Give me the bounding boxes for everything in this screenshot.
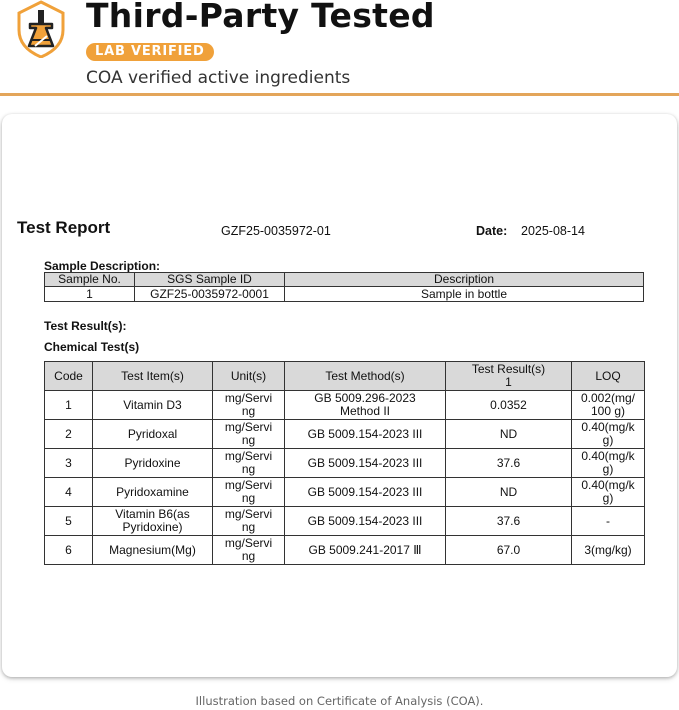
coa-document-card [2,114,677,677]
table-cell-text: mg/Serving [224,479,273,505]
column-header: Test Method(s) [285,362,446,391]
table-cell-text: 0.0352 [490,398,527,412]
chemical-test-table [44,361,645,565]
table-cell-text: 0.40(mg/kg) [581,479,635,505]
table-cell: Sample in bottle [285,287,644,302]
table-cell [45,536,93,565]
table-cell [285,391,446,420]
table-cell-text: mg/Serving [224,392,273,418]
table-cell-text: 0.002(mg/100 g) [580,392,636,418]
table-cell [572,420,645,449]
table-cell-text: Pyridoxamine [116,485,189,499]
table-cell [446,449,572,478]
table-cell-text: Magnesium(Mg) [109,543,196,557]
table-cell [45,449,93,478]
table-cell [93,536,213,565]
table-cell-text: Pyridoxine [124,456,181,470]
table-row [45,478,645,507]
table-cell [213,420,285,449]
report-date-label: Date: [476,224,508,238]
table-cell [45,391,93,420]
table-row [45,536,645,565]
sample-table [44,272,644,302]
table-cell-text: GB 5009.154-2023 III [307,427,423,441]
table-cell-text: 67.0 [496,543,521,557]
table-cell-text: ND [499,427,518,441]
table-row [45,507,645,536]
sample-description-label: Sample Description: [44,259,161,273]
table-cell [572,536,645,565]
table-cell-text: - [606,514,610,528]
table-cell [213,449,285,478]
table-cell-text: Vitamin D3 [123,398,182,412]
table-cell-text: ND [499,485,518,499]
table-cell-text: mg/Serving [224,537,273,563]
chem-table-header [45,362,645,391]
table-cell [213,391,285,420]
table-cell [446,391,572,420]
header-divider [0,93,679,96]
table-cell [45,478,93,507]
table-cell [45,507,93,536]
table-cell [93,478,213,507]
column-header: LOQ [572,362,645,391]
sample-table-header [45,273,644,287]
table-cell-text: 37.6 [496,456,521,470]
table-cell [93,507,213,536]
chemical-test-label: Chemical Test(s) [44,340,140,354]
table-row [45,391,645,420]
table-cell-text: 1 [65,398,72,412]
coa-document [2,114,677,677]
column-header-text: Test Result(s) 1 [471,363,546,389]
report-date-value: 2025-08-14 [521,224,585,238]
table-cell [446,478,572,507]
table-cell [45,420,93,449]
table-cell [446,536,572,565]
table-cell-text: 0.40(mg/kg) [581,421,635,447]
column-header: Sample No. [45,273,135,287]
table-cell-text: 3(mg/kg) [584,543,632,557]
table-cell-text: 3 [65,456,72,470]
table-cell-text: GB 5009.154-2023 III [307,456,423,470]
table-row [45,420,645,449]
table-cell-text: mg/Serving [224,450,273,476]
column-header: Code [45,362,93,391]
table-cell-text: GB 5009.241-2017 Ⅲ [308,543,422,557]
table-cell [213,478,285,507]
footer-caption: Illustration based on Certificate of Analysis (COA). [195,694,484,708]
table-cell [285,536,446,565]
table-cell [446,507,572,536]
table-cell [572,449,645,478]
table-row [45,449,645,478]
report-title: Test Report [17,218,111,237]
table-cell-text: mg/Serving [224,508,273,534]
test-results-label: Test Result(s): [44,319,127,333]
table-cell-text: mg/Serving [224,421,273,447]
table-cell [572,507,645,536]
page-subtitle: COA verified active ingredients [86,68,351,88]
table-cell [285,449,446,478]
table-cell-text: GB 5009.154-2023 III [307,485,423,499]
table-cell [93,420,213,449]
table-cell-text: 37.6 [496,514,521,528]
table-cell [213,536,285,565]
table-cell [572,391,645,420]
column-header: Description [285,273,644,287]
table-cell-text: GB 5009.296-2023 Method II [314,392,416,418]
table-cell-text: GB 5009.154-2023 III [307,514,423,528]
table-cell-text: 2 [65,427,72,441]
table-row [45,287,644,302]
table-cell [285,507,446,536]
table-cell-text: 6 [65,543,72,557]
table-cell [446,420,572,449]
table-cell: 1 [45,287,135,302]
table-cell [93,449,213,478]
column-header: Unit(s) [213,362,285,391]
column-header [446,362,572,391]
table-cell [572,478,645,507]
table-cell-text: 0.40(mg/kg) [581,450,635,476]
table-cell [285,420,446,449]
column-header: Test Item(s) [93,362,213,391]
table-cell [213,507,285,536]
page-title: Third-Party Tested [86,0,435,35]
report-number: GZF25-0035972-01 [221,224,331,238]
shield-flask-icon [15,0,67,58]
table-cell-text: Pyridoxal [127,427,178,441]
lab-verified-badge: LAB VERIFIED [86,43,214,61]
table-cell-text: 4 [65,485,72,499]
table-cell [285,478,446,507]
table-cell [93,391,213,420]
column-header: SGS Sample ID [135,273,285,287]
table-cell: GZF25-0035972-0001 [135,287,285,302]
table-cell-text: Vitamin B6(as Pyridoxine) [115,508,190,534]
table-cell-text: 5 [65,514,72,528]
